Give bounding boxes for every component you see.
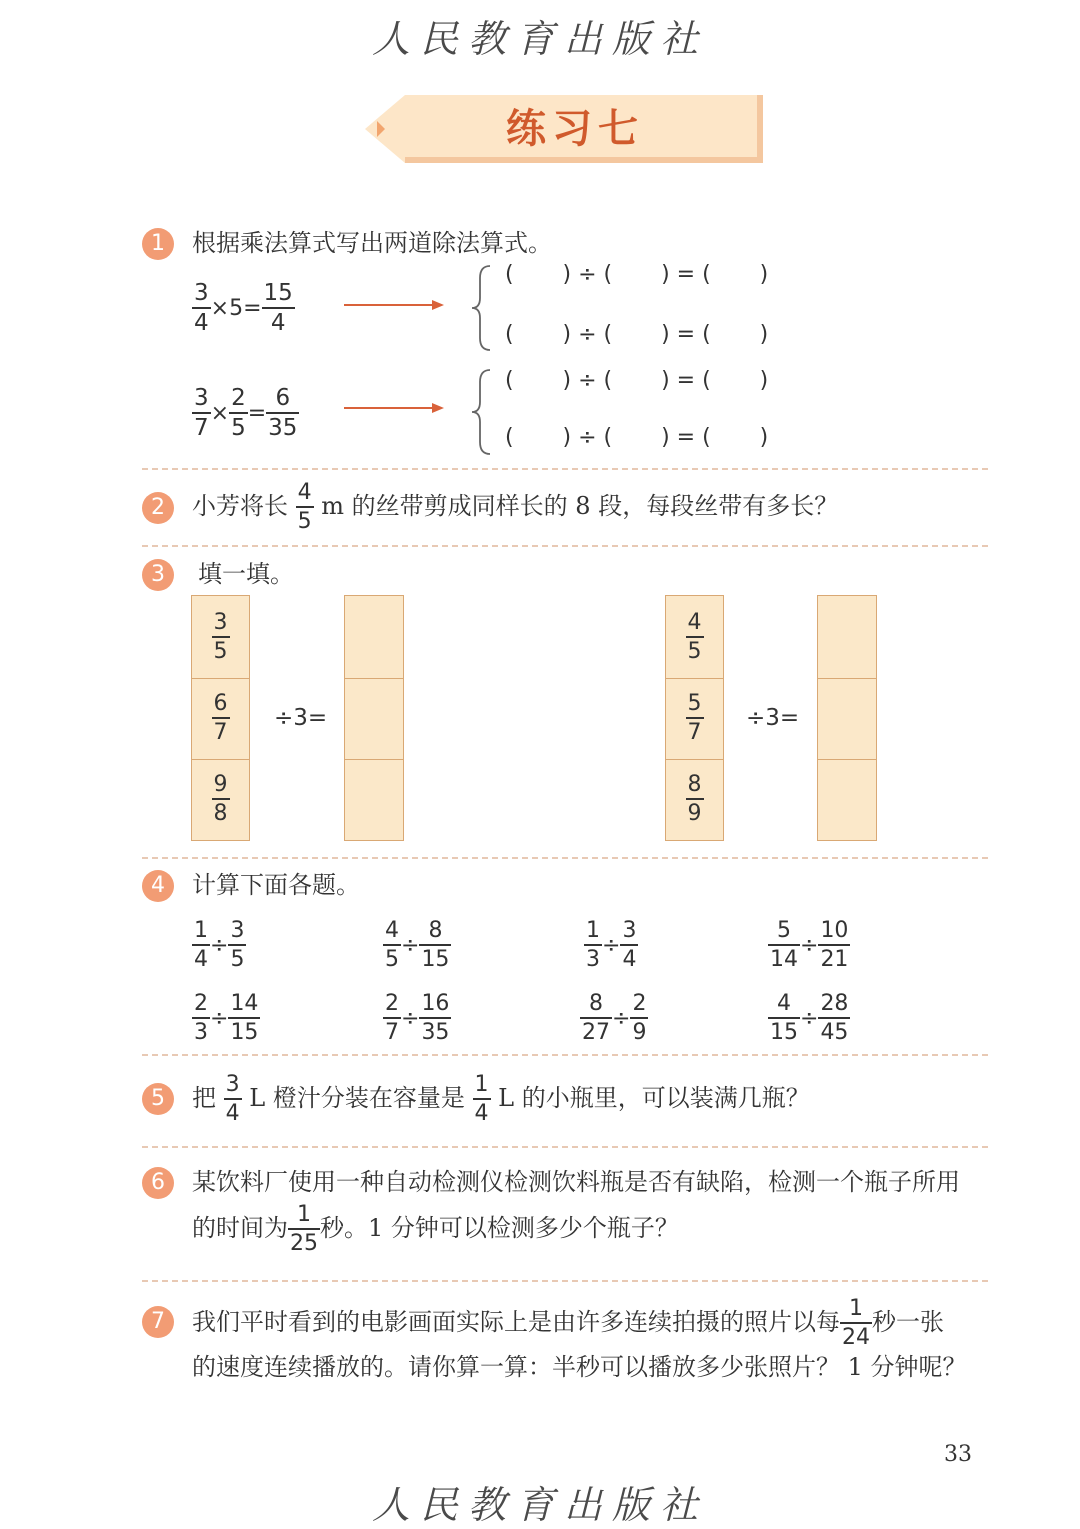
- division-problem: $\frac{4}{15}$ ÷ $\frac{28}{45}$: [770, 991, 849, 1045]
- fraction: $\frac{2}{5}$: [231, 385, 246, 441]
- fraction: $\frac{8}{9}$: [687, 772, 702, 826]
- answer-column-right[interactable]: [817, 595, 877, 841]
- q1-text: 根据乘法算式写出两道除法算式。: [192, 229, 552, 257]
- question-number-7: 7: [142, 1306, 174, 1338]
- division-problem: $\frac{2}{7}$ ÷ $\frac{16}{35}$: [385, 991, 450, 1045]
- q2-text: 小芳将长 $\frac{4}{5}$ m 的丝带剪成同样长的 8 段，每段丝带有多长？: [192, 480, 839, 534]
- page-number: 33: [944, 1442, 972, 1467]
- brace-icon: [470, 264, 494, 352]
- q7-line1: 我们平时看到的电影画面实际上是由许多连续拍摄的照片以每 $\frac{1}{24}$ 秒一张: [192, 1296, 944, 1350]
- divide-by-three-label: ÷3=: [274, 705, 328, 731]
- question-number-2: 2: [142, 492, 174, 524]
- q1-equation-a: $\frac{3}{4}$ ×5= $\frac{15}{4}$: [194, 280, 293, 336]
- brace-icon: [470, 368, 494, 456]
- fraction: $\frac{3}{4}$: [194, 280, 209, 336]
- division-problem: $\frac{5}{14}$ ÷ $\frac{10}{21}$: [770, 918, 849, 972]
- fraction-column-left: [191, 595, 250, 841]
- fraction: $\frac{1}{24}$: [842, 1296, 870, 1350]
- blank-row[interactable]: ( ) ÷ ( ) = ( ): [505, 425, 769, 450]
- question-number-1: 1: [142, 228, 174, 260]
- question-number-4: 4: [142, 870, 174, 902]
- fraction: $\frac{9}{8}$: [213, 772, 228, 826]
- fraction: $\frac{1}{25}$: [290, 1202, 318, 1256]
- divider: [142, 545, 988, 547]
- fraction: $\frac{3}{7}$: [194, 385, 209, 441]
- blank-row[interactable]: ( ) ÷ ( ) = ( ): [505, 322, 769, 347]
- divider: [142, 1280, 988, 1282]
- q6-line2: 的时间为 $\frac{1}{25}$ 秒。1 分钟可以检测多少个瓶子？: [192, 1202, 679, 1256]
- division-problem: $\frac{2}{3}$ ÷ $\frac{14}{15}$: [194, 991, 259, 1045]
- fraction: $\frac{4}{5}$: [297, 480, 312, 534]
- divider: [142, 468, 988, 470]
- q1-equation-b: $\frac{3}{7}$ × $\frac{2}{5}$ = $\frac{6}{35}$: [194, 385, 298, 441]
- q6-line1: 某饮料厂使用一种自动检测仪检测饮料瓶是否有缺陷，检测一个瓶子所用: [192, 1168, 960, 1196]
- q7-line2: 的速度连续播放的。请你算一算：半秒可以播放多少张照片？ 1 分钟呢？: [192, 1353, 967, 1381]
- blank-row[interactable]: ( ) ÷ ( ) = ( ): [505, 262, 769, 287]
- divide-by-three-label: ÷3=: [746, 705, 800, 731]
- publisher-header: 人民教育出版社: [371, 17, 708, 61]
- division-problem: $\frac{1}{4}$ ÷ $\frac{3}{5}$: [194, 918, 245, 972]
- answer-column-left[interactable]: [344, 595, 404, 841]
- fraction: $\frac{6}{35}$: [268, 385, 298, 441]
- fraction: $\frac{6}{7}$: [213, 691, 228, 745]
- q3-text: 填一填。: [198, 560, 294, 588]
- divider: [142, 1054, 988, 1056]
- division-problem: $\frac{1}{3}$ ÷ $\frac{3}{4}$: [586, 918, 637, 972]
- blank-row[interactable]: ( ) ÷ ( ) = ( ): [505, 368, 769, 393]
- fraction: $\frac{1}{4}$: [474, 1072, 489, 1126]
- division-problem: $\frac{4}{5}$ ÷ $\frac{8}{15}$: [385, 918, 450, 972]
- fraction: $\frac{4}{5}$: [687, 609, 702, 664]
- fraction: $\frac{3}{5}$: [213, 609, 228, 664]
- q4-text: 计算下面各题。: [192, 871, 360, 899]
- fraction: $\frac{5}{7}$: [687, 691, 702, 745]
- q5-text: 把 $\frac{3}{4}$ L 橙汁分装在容量是 $\frac{1}{4}$ L 的小瓶里，可以装满几瓶？: [192, 1072, 810, 1126]
- publisher-footer: 人民教育出版社: [371, 1483, 708, 1527]
- page-title: 练习七: [506, 105, 644, 152]
- arrow-icon: [342, 298, 446, 312]
- division-problem: $\frac{8}{27}$ ÷ $\frac{2}{9}$: [582, 991, 647, 1045]
- arrow-icon: [342, 401, 446, 415]
- fraction: $\frac{15}{4}$: [263, 280, 293, 336]
- divider: [142, 1146, 988, 1148]
- question-number-3: 3: [142, 559, 174, 591]
- fraction: $\frac{3}{4}$: [225, 1072, 240, 1126]
- divider: [142, 857, 988, 859]
- fraction-column-right: [665, 595, 724, 841]
- question-number-6: 6: [142, 1167, 174, 1199]
- question-number-5: 5: [142, 1083, 174, 1115]
